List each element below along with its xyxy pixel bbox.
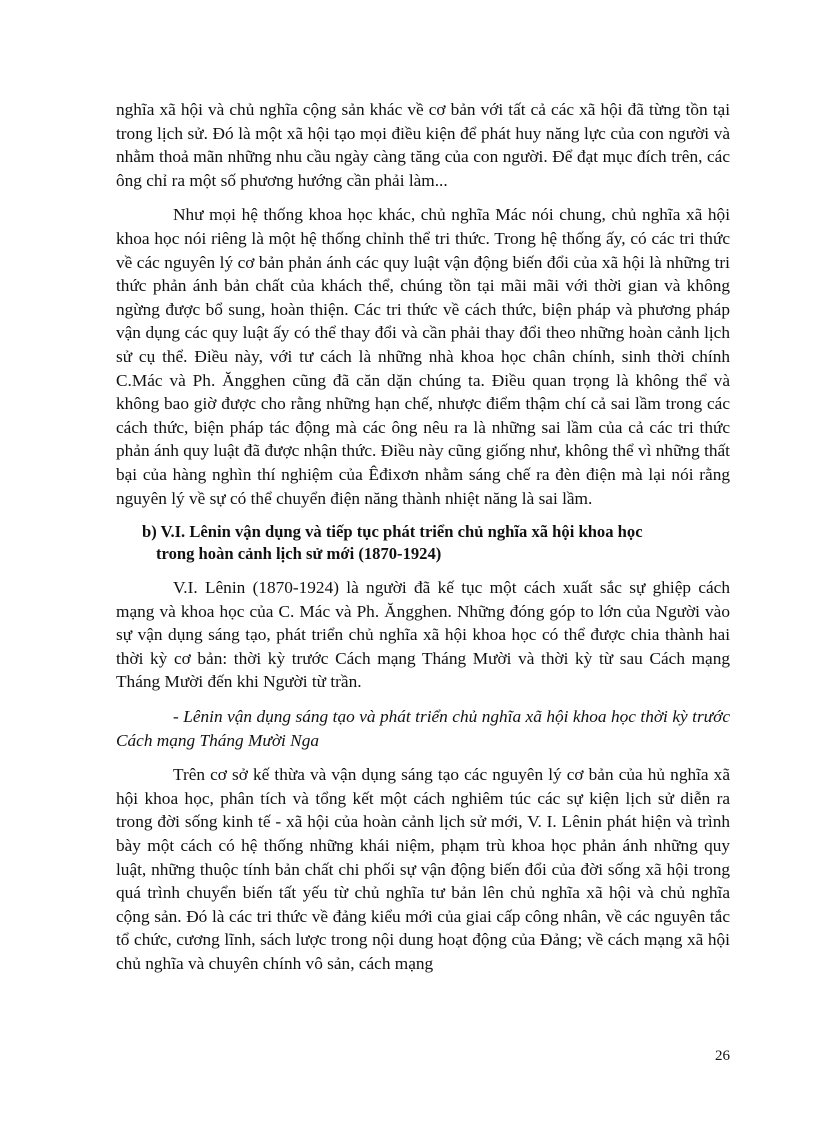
paragraph-lenin-intro: V.I. Lênin (1870-1924) là người đã kế tục một cách xuất sắc sự ghiệp cách mạng và khoa học của C. Mác và Ph. Ăngghen. Những đóng góp to lớn của Người vào sự vận dụng sáng tạo, phát triển chủ nghĩa xã hội khoa học có thể được chia thành hai thời kỳ cơ bản: thời kỳ trước Cách mạng Tháng Mười và thời kỳ từ sau Cách mạng Tháng Mười đến khi Người từ trần.: [116, 578, 730, 692]
page-number: 26: [715, 1048, 730, 1064]
section-heading-line-1: b) V.I. Lênin vận dụng và tiếp tục phát triển chủ nghĩa xã hội khoa học: [142, 522, 643, 542]
section-heading-line-2: trong hoàn cảnh lịch sử mới (1870-1924): [156, 544, 442, 564]
paragraph-lenin-contributions: Trên cơ sở kế thừa và vận dụng sáng tạo các nguyên lý cơ bản của hủ nghĩa xã hội khoa học, phân tích và tổng kết một cách nghiêm túc các sự kiện lịch sử diễn ra trong đời sống kinh tế - xã hội của hoàn cảnh lịch sử mới, V. I. Lênin phát hiện và trình bày một cách có hệ thống những khái niệm, phạm trù khoa học phản ánh những quy luật, những thuộc tính bản chất chi phối sự vận động biến đổi của đời sống xã hội trong quá trình chuyển biến tất yếu từ chủ nghĩa tư bản lên chủ nghĩa xã hội và chủ nghĩa cộng sản. Đó là các tri thức về đảng kiểu mới của giai cấp công nhân, về các nguyên tắc tổ chức, cương lĩnh, sách lược trong nội dung hoạt động của Đảng; về cách mạng xã hội chủ nghĩa và chuyên chính vô sản, cách mạng: [116, 765, 730, 973]
paragraph-marxism-system: Như mọi hệ thống khoa học khác, chủ nghĩa Mác nói chung, chủ nghĩa xã hội khoa học nói riêng là một hệ thống chỉnh thể tri thức. Trong hệ thống ấy, có các tri thức về các nguyên lý cơ bản phản ánh các quy luật vận động biến đổi của xã hội là những tri thức phản ánh bản chất của khách thể, chúng tồn tại mãi mãi với thời gian và không ngừng được bổ sung, hoàn thiện. Các tri thức về cách thức, biện pháp và phương pháp vận dụng các quy luật ấy có thể thay đổi và cần phải thay đổi theo những hoàn cảnh lịch sử cụ thể. Điều này, với tư cách là những nhà khoa học chân chính, sinh thời chính C.Mác và Ph. Ăngghen cũng đã căn dặn chúng ta. Điều quan trọng là không thể và không bao giờ được cho rằng những hạn chế, nhược điểm thậm chí cả sai lầm trong các cách thức, biện pháp tác động mà các ông nêu ra là những sai lầm của cả các tri thức phản ánh quy luật đã được nhận thức. Điều này cũng giống như, không thể vì những thất bại của hàng nghìn thí nghiệm của Êđixơn nhằm sáng chế ra đèn điện mà lại nói rằng nguyên lý về sự có thể chuyển điện năng thành nhiệt năng là sai lầm.: [116, 205, 730, 508]
paragraph-continuation: nghĩa xã hội và chủ nghĩa cộng sản khác về cơ bản với tất cả các xã hội đã từng tồn tại trong lịch sử. Đó là một xã hội tạo mọi điều kiện để phát huy năng lực của con người và nhằm thoả mãn những nhu cầu ngày càng tăng của con người. Để đạt mục đích trên, các ông chỉ ra một số phương hướng cần phải làm...: [116, 100, 730, 190]
italic-subheading: - Lênin vận dụng sáng tạo và phát triển chủ nghĩa xã hội khoa học thời kỳ trước Cách mạng Tháng Mười Nga: [116, 707, 730, 750]
document-page: [116, 98, 730, 976]
section-heading-b: [116, 521, 730, 565]
